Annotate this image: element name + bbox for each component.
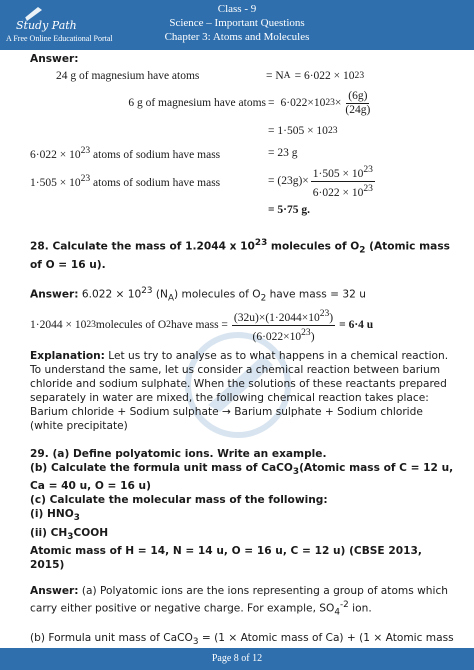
answer1-math-block (56, 66, 458, 142)
class-line: Class - 9 (217, 3, 257, 15)
answer-text: (N (152, 288, 168, 301)
answer-text: 6.022 × 10 (78, 288, 142, 301)
explanation-text: Let us try to analyse as to what happens in a chemical reaction. To understand the same, let us consider a chemical reaction between barium chloride and sodium sulphate. When the solutions of these reactants prepared separately in water are mixed, the following chemical reaction takes place: (30, 350, 449, 405)
math-text: 6·022 × 10 (30, 148, 81, 161)
q-sub: 3 (292, 467, 300, 478)
fraction-denominator: (24g) (345, 103, 371, 116)
explanation-28 (30, 349, 458, 405)
answer-label: Answer: (30, 288, 79, 301)
math-text: ) (329, 311, 334, 324)
math-text: 1·505 × 10 (312, 167, 364, 180)
math-text: 1·505 × 10 (30, 176, 81, 189)
math-sup: 23 (363, 182, 373, 194)
header-titles (0, 2, 474, 44)
answer-text: = (1 × Atomic mass of Ca) + (1 × Atomic mass (201, 632, 454, 645)
q-text: (ii) CH (30, 526, 68, 539)
math-left (30, 144, 268, 162)
fraction-numerator: (6g) (348, 89, 368, 102)
answer-label: Answer: (30, 584, 79, 597)
math-sup: 23 (86, 319, 96, 331)
math-sup: 23 (80, 145, 91, 157)
chapter-line: Chapter 3: Atoms and Molecules (164, 31, 310, 43)
q29-ii (30, 526, 458, 544)
answer-sub: 2 (260, 293, 267, 304)
math-sup: 23 (363, 163, 373, 175)
math-sup: 23 (325, 97, 335, 108)
page-content (30, 50, 458, 663)
math-text: (32u)×(1·2044×10 (233, 311, 320, 324)
q28-calculation (30, 307, 458, 343)
answer-sup: -2 (340, 599, 349, 610)
question-28 (30, 236, 458, 272)
math-text: have mass = (170, 319, 228, 332)
page-footer (0, 648, 474, 670)
math-line-4 (30, 142, 458, 164)
math-line-6 (30, 198, 458, 222)
math-text: = 1·505 × 10 (268, 125, 328, 137)
math-text: = (268, 97, 275, 109)
math-text: (6·022×10 (252, 330, 302, 343)
math-sup: 23 (327, 125, 338, 136)
math-text: ) (310, 330, 315, 343)
math-line-3 (56, 120, 458, 142)
logo-tagline: A Free Online Educational Portal (6, 34, 113, 43)
math-text: 24 g of magnesium have atoms (56, 70, 200, 82)
question-29 (30, 447, 458, 571)
q-text: 28. Calculate the mass of 1.2044 x 10 (30, 240, 255, 253)
answer-29a (30, 584, 458, 620)
fraction-numerator (232, 307, 335, 326)
page-header (0, 0, 474, 50)
math-sup: 23 (354, 70, 365, 81)
answer-text: ion. (348, 602, 372, 615)
answer-text: (b) Formula unit mass of CaCO (30, 632, 193, 645)
q-sup: 23 (254, 238, 268, 248)
math-sub: A (283, 70, 291, 81)
fraction-denominator (311, 182, 375, 200)
answer-sup: 23 (141, 285, 153, 296)
math-text: molecules of O (95, 319, 167, 332)
subject-line: Science – Important Questions (169, 17, 305, 29)
math-line-1 (56, 66, 458, 86)
logo-text: Study Path (16, 19, 77, 32)
q29-a: 29. (a) Define polyatomic ions. Write an example. (30, 448, 327, 461)
math-left (30, 172, 268, 190)
q29-i (30, 507, 458, 525)
answer-sub: 4 (334, 607, 340, 618)
math-fraction (343, 90, 372, 117)
math-text: = (23g)× (268, 175, 309, 187)
q-text: molecules of O (267, 240, 360, 253)
q-sub: 3 (73, 513, 80, 524)
answer1-sodium-block (30, 142, 458, 222)
math-text: = 23 g (268, 147, 298, 159)
q-text: (Atomic mass of O = 16 u). (30, 240, 450, 271)
math-text: 1·2044 × 10 (30, 319, 87, 332)
math-fraction (232, 307, 335, 344)
fraction-numerator (311, 163, 375, 182)
math-text: 6·022 × 10 (312, 186, 364, 199)
math-line-5 (30, 164, 458, 198)
math-line-2 (56, 86, 458, 120)
answer-text: ) molecules of O (174, 288, 261, 301)
math-text: 6·022×10 (280, 97, 326, 109)
math-sub: 2 (166, 319, 171, 331)
math-text: = N (266, 70, 284, 82)
reaction-text: Barium chloride + Sodium sulphate → Barium sulphate + Sodium chloride (white precipitate) (30, 406, 423, 433)
math-text: atoms of sodium have mass (90, 176, 221, 189)
page-number: Page 8 of 12 (211, 653, 263, 664)
math-sup: 23 (80, 173, 91, 185)
q-sub: 2 (359, 245, 366, 256)
math-result: = 6·4 u (339, 319, 374, 332)
math-fraction (311, 163, 375, 200)
q-text: (b) Calculate the formula unit mass of CaCO (30, 462, 293, 475)
math-sup: 23 (319, 307, 330, 319)
answer-text: have mass = 32 u (266, 288, 366, 301)
answer-label: Answer: (30, 53, 79, 65)
explanation-label: Explanation: (30, 350, 105, 363)
q-text: (Atomic mass of C = 12 u, Ca = 40 u, O = 16 u) (30, 462, 454, 493)
q29-b (30, 461, 458, 493)
math-sup: 23 (301, 326, 311, 338)
math-result: = 5·75 g. (268, 204, 311, 216)
q29-atomic: Atomic mass of H = 14, N = 14 u, O = 16 u, C = 12 u) (CBSE 2013, 2015) (30, 544, 422, 571)
fraction-denominator (250, 326, 316, 344)
math-text: × (334, 97, 342, 109)
math-text: = 6·022 × 10 (294, 70, 355, 82)
q29-c: (c) Calculate the molecular mass of the following: (30, 494, 328, 507)
q-text: COOH (73, 526, 109, 539)
answer-sub: 3 (192, 637, 199, 648)
answer-text: (a) Polyatomic ions are the ions representing a group of atoms which carry either positive or negative charge. For example, SO (30, 584, 448, 615)
q-sub: 3 (67, 531, 74, 542)
math-text: atoms of sodium have mass (90, 148, 221, 161)
math-text: 6 g of magnesium have atoms (128, 97, 266, 109)
answer-28 (30, 284, 458, 306)
answer-sub: A (167, 293, 174, 304)
q-text: (i) HNO (30, 508, 74, 521)
